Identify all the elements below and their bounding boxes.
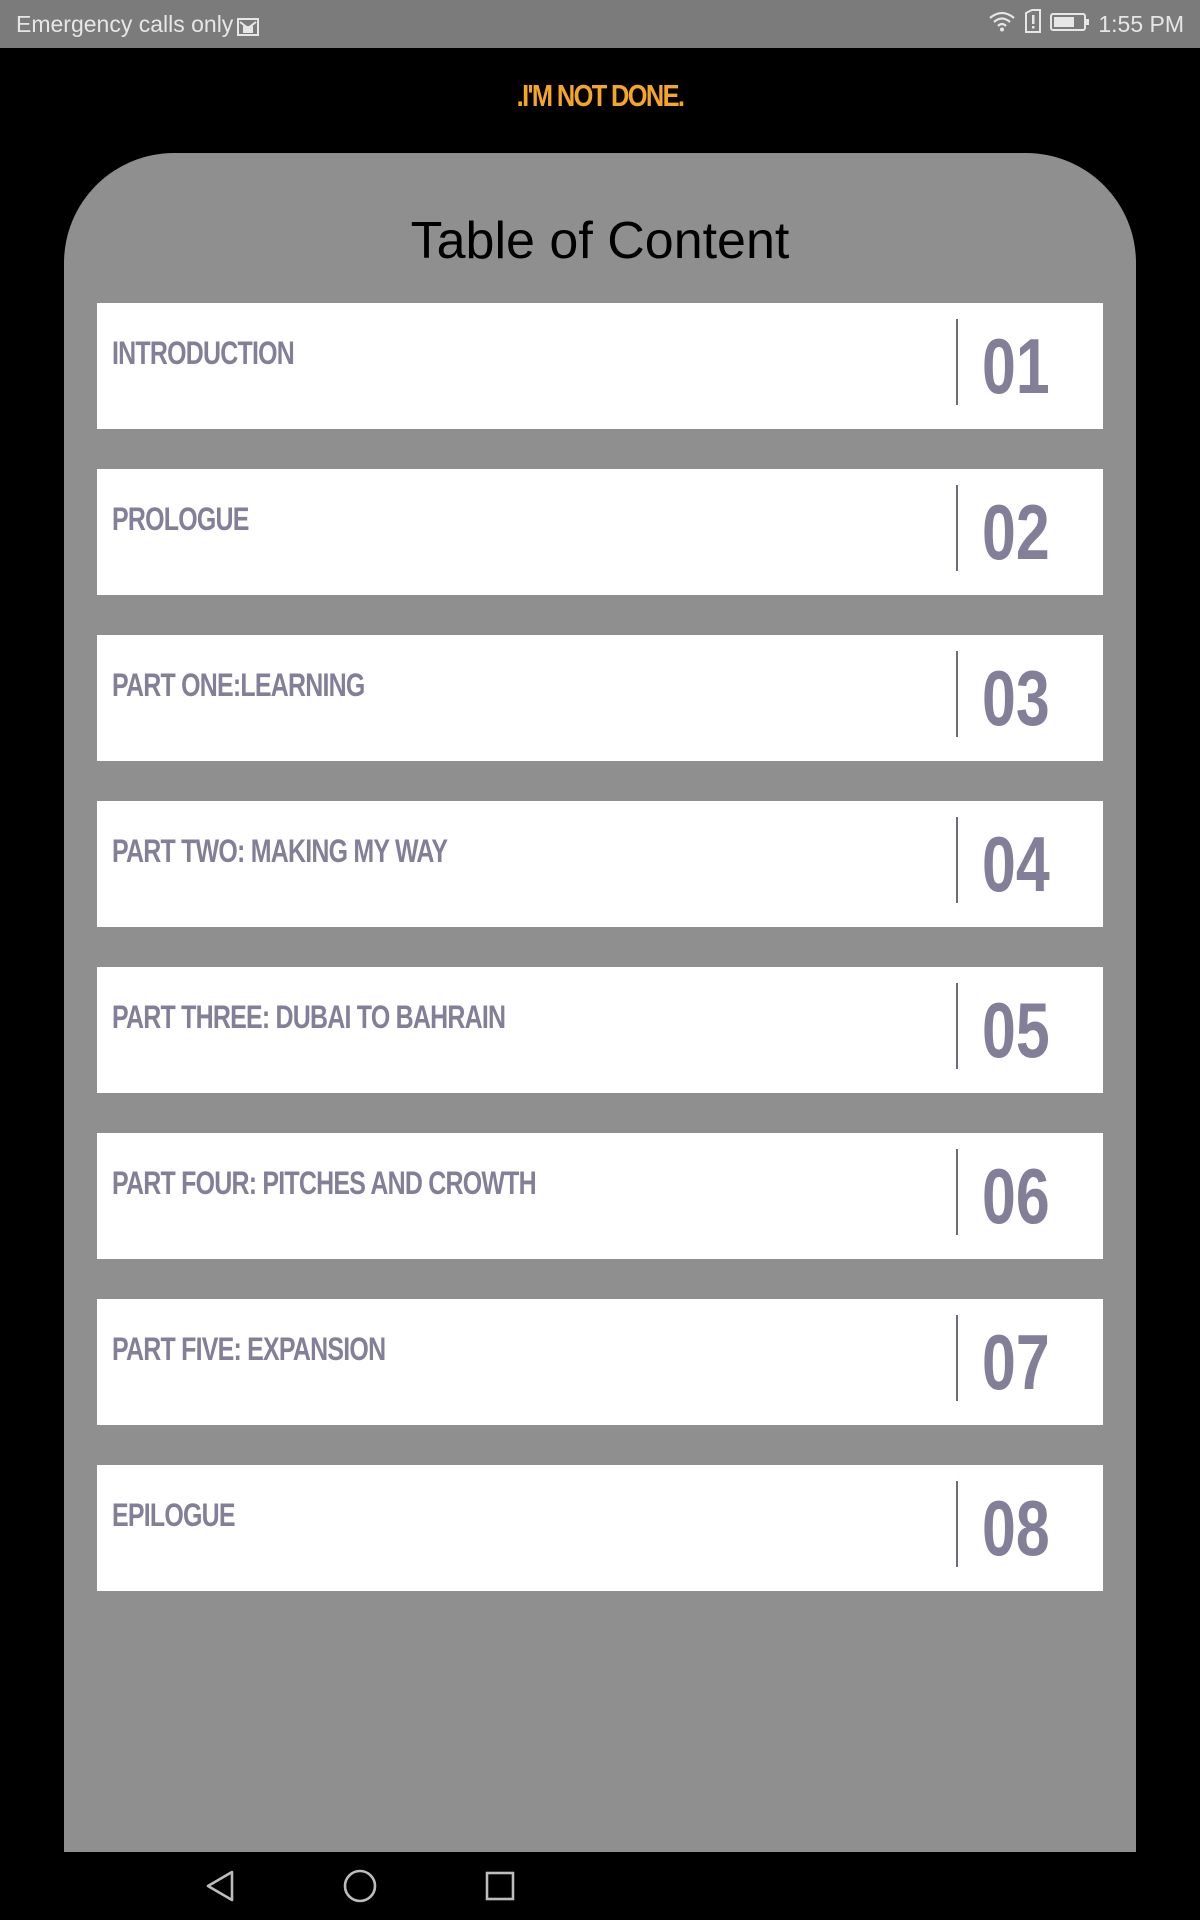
- toc-item-number: 07: [982, 1318, 1050, 1406]
- toc-item-label: PART FOUR: PITCHES AND CROWTH: [112, 1165, 536, 1201]
- mail-icon: [237, 15, 259, 33]
- divider: [956, 1315, 958, 1401]
- nav-bar: [0, 1852, 1200, 1920]
- toc-item-epilogue[interactable]: [97, 1465, 1103, 1591]
- toc-item-label: PROLOGUE: [112, 501, 249, 537]
- battery-icon: [1050, 11, 1090, 38]
- status-right: [988, 0, 1184, 48]
- status-left: [16, 0, 259, 48]
- toc-item-part-two[interactable]: [97, 801, 1103, 927]
- toc-item-part-five[interactable]: [97, 1299, 1103, 1425]
- carrier-text: Emergency calls only: [16, 10, 234, 37]
- divider: [956, 319, 958, 405]
- recents-icon[interactable]: [480, 1866, 520, 1906]
- toc-item-label: PART FIVE: EXPANSION: [112, 1331, 386, 1367]
- app-title: .I'M NOT DONE.: [516, 78, 684, 113]
- divider: [956, 817, 958, 903]
- toc-item-part-three[interactable]: [97, 967, 1103, 1093]
- home-icon[interactable]: [340, 1866, 380, 1906]
- back-icon[interactable]: [200, 1866, 240, 1906]
- toc-item-label: PART ONE:LEARNING: [112, 667, 365, 703]
- page-title: Table of Content: [410, 212, 790, 270]
- toc-item-introduction[interactable]: [97, 303, 1103, 429]
- toc-item-number: 05: [982, 986, 1050, 1074]
- toc-item-number: 04: [982, 820, 1050, 908]
- divider: [956, 1149, 958, 1235]
- toc-item-label: INTRODUCTION: [112, 335, 294, 371]
- toc-list: [97, 303, 1103, 1631]
- divider: [956, 1481, 958, 1567]
- toc-item-number: 01: [982, 322, 1050, 410]
- toc-item-part-four[interactable]: [97, 1133, 1103, 1259]
- toc-item-number: 06: [982, 1152, 1050, 1240]
- divider: [956, 983, 958, 1069]
- wifi-icon: [988, 10, 1016, 38]
- toc-item-number: 03: [982, 654, 1050, 742]
- divider: [956, 651, 958, 737]
- toc-item-part-one[interactable]: [97, 635, 1103, 761]
- sim-alert-icon: [1024, 9, 1042, 39]
- toc-card: [64, 153, 1136, 1852]
- toc-item-number: 02: [982, 488, 1050, 576]
- toc-item-prologue[interactable]: [97, 469, 1103, 595]
- divider: [956, 485, 958, 571]
- toc-item-number: 08: [982, 1484, 1050, 1572]
- status-bar: [0, 0, 1200, 48]
- toc-item-label: PART TWO: MAKING MY WAY: [112, 833, 448, 869]
- toc-item-label: EPILOGUE: [112, 1497, 235, 1533]
- clock: 1:55 PM: [1098, 10, 1184, 37]
- toc-item-label: PART THREE: DUBAI TO BAHRAIN: [112, 999, 506, 1035]
